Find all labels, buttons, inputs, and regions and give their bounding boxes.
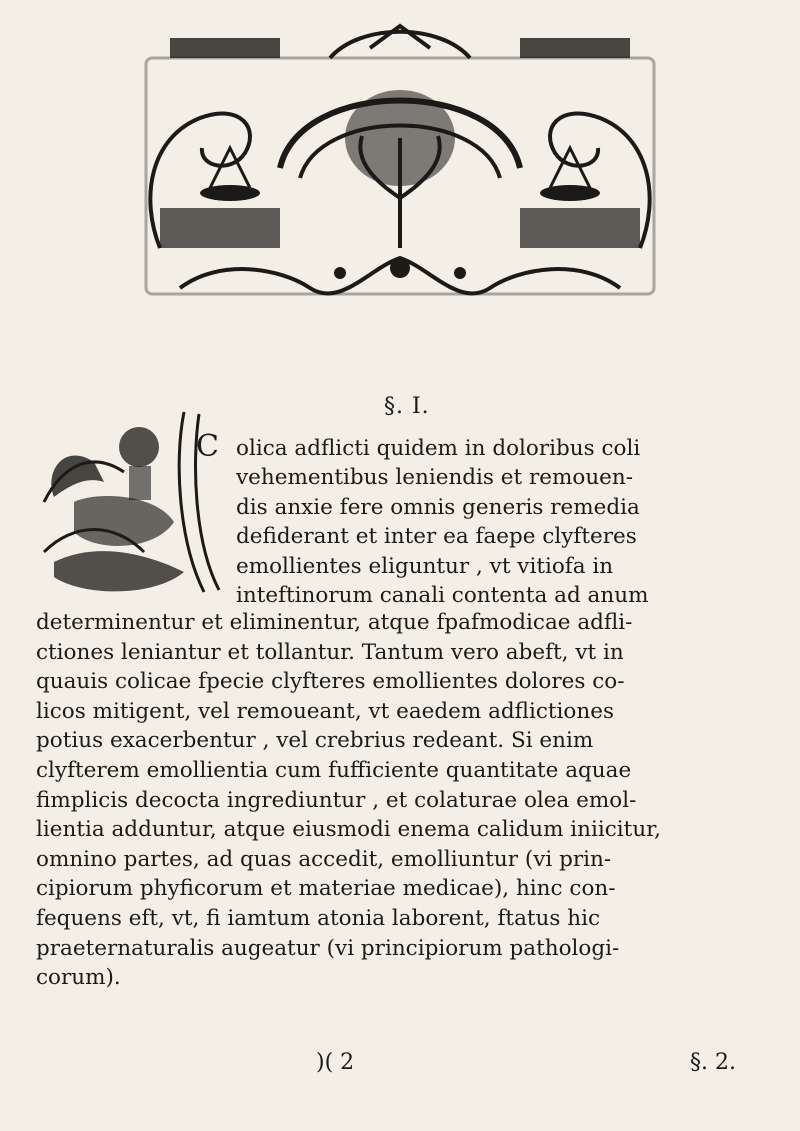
text-line: corum). <box>36 965 121 991</box>
text-line: fequens eft, vt, fi iamtum atonia laborent, ftatus hic <box>36 905 601 931</box>
text-line: praeternaturalis augeatur (vi principiorum pathologi- <box>36 935 620 961</box>
text-line: vehementibus leniendis et remouen- <box>236 465 634 491</box>
indented-paragraph <box>236 434 796 610</box>
section-heading: §. I. <box>384 394 430 419</box>
text-line: clyfterem emollientia cum fufficiente quantitate aquae <box>36 757 632 783</box>
text-line: licos mitigent, vel remoueant, vt eaedem adflictiones <box>36 698 614 724</box>
text-line: olica adflicti quidem in doloribus coli <box>236 436 641 461</box>
text-line: fimplicis decocta ingrediuntur , et colaturae olea emol- <box>36 787 637 813</box>
initial-letter: C <box>196 429 219 464</box>
text-line: defiderant et inter ea faepe clyfteres <box>236 524 637 550</box>
text-line: emollientes eliguntur , vt vitiofa in <box>236 553 614 579</box>
body-paragraph <box>36 608 796 993</box>
text-line: inteftinorum canali contenta ad anum <box>236 583 649 609</box>
headpiece-ornament-icon <box>140 18 660 308</box>
signature-mark: )( 2 <box>316 1050 355 1075</box>
text-line: determinentur et eliminentur, atque fpafmodicae adfli- <box>36 610 633 635</box>
text-line: lientia adduntur, atque eiusmodi enema calidum iniicitur, <box>36 817 661 843</box>
text-line: quauis colicae fpecie clyfteres emollientes dolores co- <box>36 669 625 695</box>
text-line: cipiorum phyficorum et materiae medicae), hinc con- <box>36 876 616 902</box>
text-line: dis anxie fere omnis generis remedia <box>236 494 640 520</box>
text-line: ctiones leniantur et tollantur. Tantum vero abeft, vt in <box>36 639 624 665</box>
text-line: potius exacerbentur , vel crebrius redeant. Si enim <box>36 728 594 754</box>
catchword: §. 2. <box>690 1050 736 1075</box>
text-line: omnino partes, ad quas accedit, emolliuntur (vi prin- <box>36 846 612 872</box>
